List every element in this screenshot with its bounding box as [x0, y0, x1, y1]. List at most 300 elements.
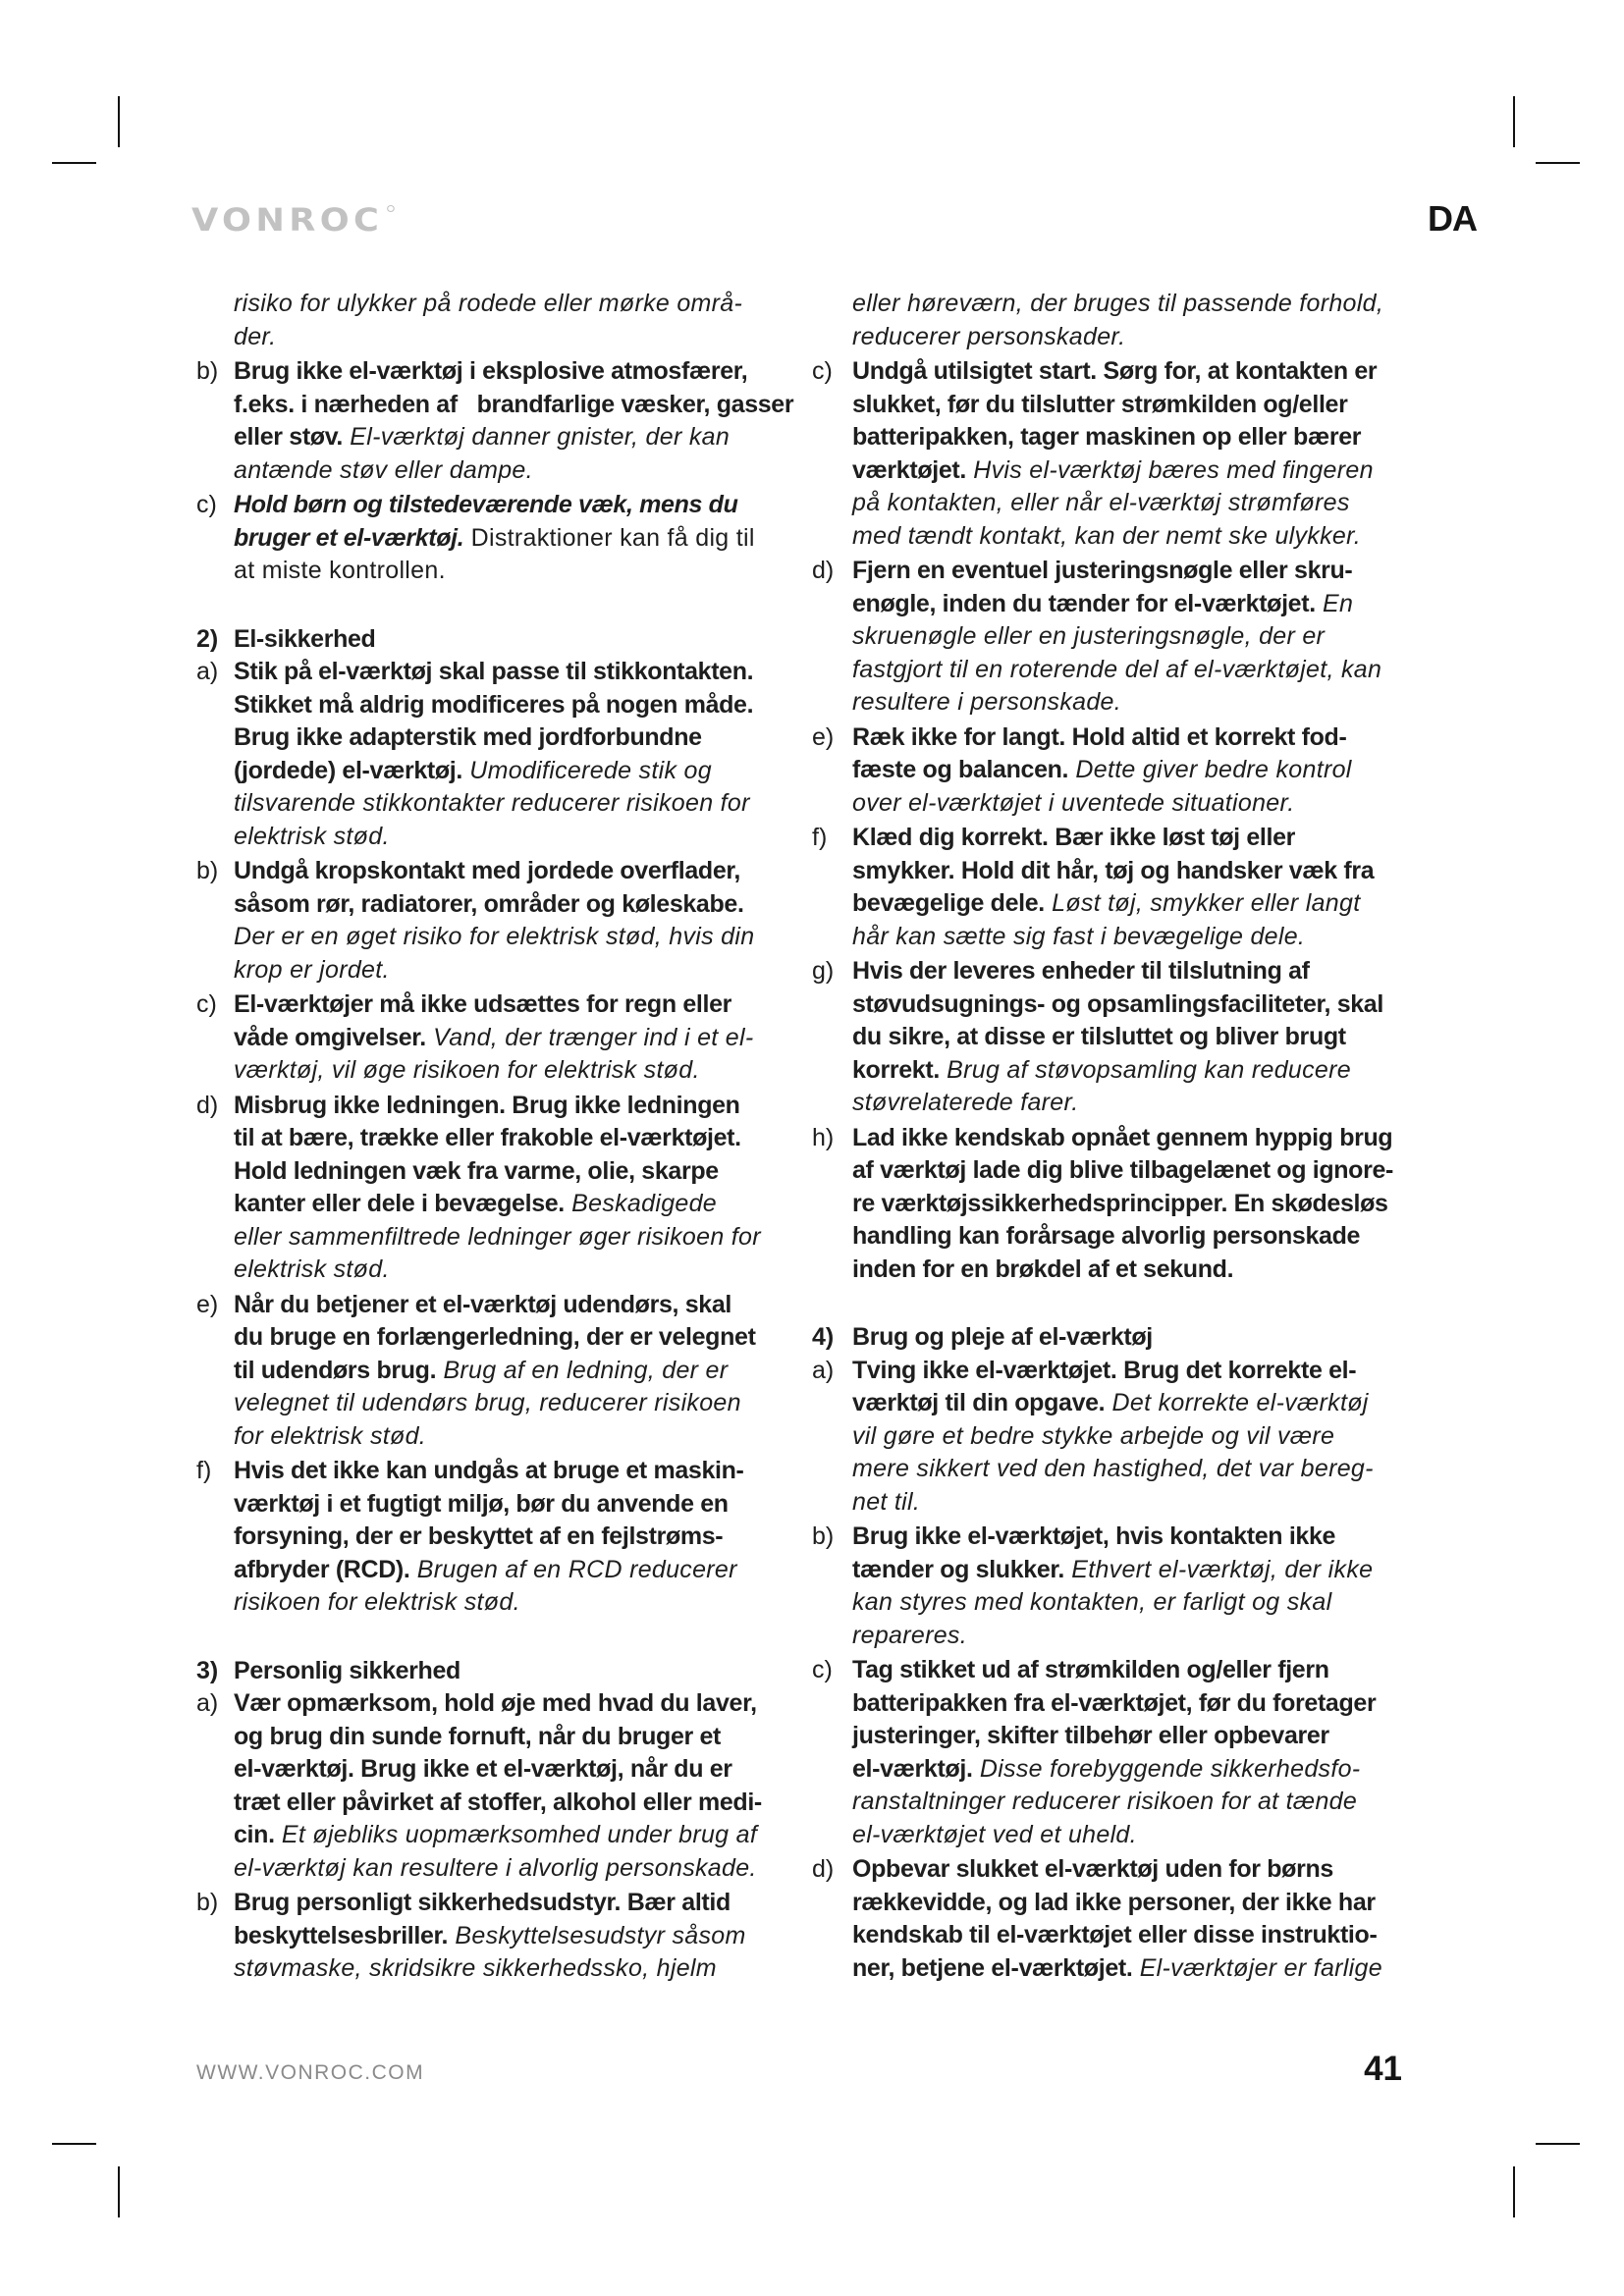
bold-text: El-værktøjer må ikke udsættes for regn eller — [234, 990, 732, 1018]
bold-text: værktøjet. — [852, 455, 966, 484]
bold-text: til at bære, trække eller frakoble el-værktøjet. — [234, 1124, 741, 1151]
bold-text: bevægelige dele. — [852, 889, 1045, 917]
text-line — [234, 1355, 795, 1388]
instruction-item — [196, 656, 795, 853]
item-text — [852, 1654, 1411, 1851]
bold-text: Undgå kropskontakt med jordede overflader, — [234, 857, 740, 884]
text-line — [852, 1853, 1411, 1887]
text-line — [852, 1687, 1411, 1721]
bold-text: Fjern en eventuel justeringsnøgle eller skru- — [852, 557, 1353, 584]
text-line — [852, 787, 1411, 821]
bold-text: Hold ledningen væk fra varme, olie, skarpe — [234, 1156, 719, 1185]
text-line — [234, 1155, 795, 1189]
bold-text: cin. — [234, 1821, 275, 1848]
text-line — [234, 1819, 795, 1852]
text-line — [852, 1154, 1411, 1188]
text-line — [852, 1620, 1411, 1653]
item-text — [852, 555, 1411, 720]
item-letter: b) — [196, 857, 219, 884]
italic-text: Umodificerede stik og — [461, 756, 712, 784]
bold-text: (jordede) el-værktøj. — [234, 756, 462, 784]
item-text — [852, 955, 1411, 1120]
bold-text: justeringer, skifter tilbehør eller opbevarer — [852, 1722, 1329, 1749]
italic-text: el-værktøj kan resultere i alvorlig personskade. — [234, 1853, 757, 1882]
item-text — [234, 855, 795, 987]
text-line — [852, 421, 1411, 454]
item-text — [852, 822, 1411, 953]
italic-text: risikoen for elektrisk stød. — [234, 1588, 520, 1616]
italic-text: elektrisk stød. — [234, 822, 390, 850]
vonroc-logo — [191, 201, 384, 239]
text-line — [234, 1387, 795, 1420]
text-line — [234, 988, 795, 1022]
italic-text: ranstaltninger reducerer risikoen for at tænde — [852, 1788, 1358, 1815]
text-line — [234, 454, 795, 488]
instruction-item — [196, 1455, 795, 1620]
left-column — [196, 288, 795, 1986]
text-line — [234, 1753, 795, 1787]
italic-text: hår kan sætte sig fast i bevægelige dele. — [852, 922, 1306, 950]
bold-italic-text: bruger et el-værktøj. — [234, 523, 464, 552]
text-line — [234, 1289, 795, 1322]
bold-text: tænder og slukker. — [852, 1555, 1064, 1583]
text-line — [234, 355, 795, 389]
text-line — [852, 1188, 1411, 1221]
italic-text: El-værktøj danner gnister, der kan — [343, 423, 731, 451]
text-line — [234, 1586, 795, 1620]
text-line — [234, 1221, 795, 1255]
italic-text: Brug af en ledning, der er — [436, 1356, 729, 1384]
text-line — [234, 1090, 795, 1123]
item-letter: f) — [812, 824, 828, 851]
italic-text: Det korrekte el-værktøj — [1105, 1389, 1369, 1416]
text-line — [234, 855, 795, 888]
text-line — [852, 1387, 1411, 1420]
item-letter: c) — [812, 357, 833, 385]
instruction-item — [812, 1355, 1411, 1520]
bold-text: slukket, før du tilslutter strømkilden og/eller — [852, 390, 1348, 418]
text-line — [234, 1787, 795, 1820]
bold-text: Undgå utilsigtet start. Sørg for, at kontakten er — [852, 357, 1378, 385]
section-heading — [196, 623, 795, 657]
text-line — [234, 1721, 795, 1754]
item-letter: e) — [812, 722, 835, 751]
instruction-item — [196, 355, 795, 487]
italic-text: Der er en øget risiko for elektrisk stød, hvis din — [234, 923, 755, 950]
bold-text: Stik på el-værktøj skal passe til stikkontakten. — [234, 658, 754, 685]
text-line — [852, 588, 1411, 621]
instruction-item — [812, 1521, 1411, 1652]
item-text — [234, 288, 795, 353]
text-line — [852, 1054, 1411, 1088]
text-line — [852, 1654, 1411, 1687]
text-line — [234, 787, 795, 821]
section-title — [234, 623, 795, 657]
item-letter: e) — [196, 1290, 219, 1318]
item-letter: c) — [812, 1656, 833, 1683]
text-line — [234, 1254, 795, 1287]
text-line — [234, 921, 795, 954]
text-line — [234, 288, 795, 321]
item-text — [234, 1887, 795, 1986]
item-letter: c) — [196, 491, 217, 518]
instruction-item — [196, 988, 795, 1088]
italic-text: En — [1315, 589, 1354, 617]
instruction-item — [812, 955, 1411, 1120]
instruction-item — [196, 855, 795, 987]
text-line — [852, 955, 1411, 988]
item-letter: d) — [196, 1091, 219, 1119]
text-line — [852, 1753, 1411, 1787]
page-number: 41 — [1364, 2050, 1402, 2088]
bold-text: Personlig sikkerhed — [234, 1656, 460, 1684]
text-line — [852, 887, 1411, 921]
regular-text: Distraktioner kan få dig til — [463, 523, 755, 552]
text-line — [234, 1655, 795, 1688]
text-line — [852, 454, 1411, 488]
bold-text: våde omgivelser. — [234, 1023, 426, 1051]
bold-text: Hvis der leveres enheder til tilslutning af — [852, 957, 1310, 985]
bold-text: træt eller påvirket af stoffer, alkohol eller medi- — [234, 1788, 762, 1816]
text-line — [234, 1521, 795, 1554]
bold-text: smykker. Hold dit hår, tøj og handsker væk fra — [852, 856, 1375, 884]
text-line — [234, 1455, 795, 1488]
text-line — [234, 1321, 795, 1355]
bold-text: Hvis det ikke kan undgås at bruge et maskin- — [234, 1457, 744, 1484]
bold-text: Brug og pleje af el-værktøj — [852, 1323, 1153, 1351]
italic-text: Brugen af en RCD reducerer — [409, 1555, 737, 1583]
bold-text: Brug personligt sikkerhedsudstyr. Bær altid — [234, 1889, 731, 1916]
text-line — [852, 1586, 1411, 1620]
bold-text: ner, betjene el-værktøjet. — [852, 1953, 1133, 1982]
bold-text: handling kan forårsage alvorlig personskade — [852, 1222, 1361, 1250]
bold-text: værktøj til din opgave. — [852, 1389, 1106, 1416]
bold-text: Tag stikket ud af strømkilden og/eller fjern — [852, 1656, 1329, 1683]
section-title — [234, 1655, 795, 1688]
italic-text: støvmaske, skridsikre sikkerhedssko, hjelm — [234, 1954, 717, 1982]
text-line — [852, 1819, 1411, 1852]
text-line — [234, 389, 795, 422]
bold-text: rækkevidde, og lad ikke personer, der ikke har — [852, 1888, 1376, 1916]
section-title — [852, 1321, 1411, 1355]
italic-text: antænde støv eller dampe. — [234, 455, 533, 484]
item-letter: a) — [196, 1689, 219, 1717]
italic-text: over el-værktøjet i uventede situationer. — [852, 788, 1295, 817]
regular-text: at miste kontrollen. — [234, 557, 446, 584]
bold-text: enøgle, inden du tænder for el-værktøjet. — [852, 589, 1316, 617]
instruction-item — [196, 1289, 795, 1454]
item-letter: h) — [812, 1123, 835, 1151]
instruction-item — [196, 1887, 795, 1986]
italic-text: tilsvarende stikkontakter reducerer risikoen for — [234, 789, 750, 817]
italic-text: Dette giver bedre kontrol — [1068, 756, 1352, 783]
italic-text: reducerer personskader. — [852, 322, 1126, 350]
text-line — [852, 520, 1411, 554]
bold-text: Stikket må aldrig modificeres på nogen måde. — [234, 690, 754, 719]
italic-text: Beskadigede — [564, 1190, 718, 1217]
bold-text: Opbevar slukket el-værktøj uden for børns — [852, 1855, 1333, 1883]
item-text — [234, 988, 795, 1088]
text-line — [852, 620, 1411, 654]
logo-wordmark: VONROC — [191, 201, 384, 239]
text-line — [852, 686, 1411, 720]
text-line — [852, 1720, 1411, 1753]
text-line — [852, 1220, 1411, 1254]
text-line — [234, 1022, 795, 1055]
crop-mark-top-left-horizontal — [52, 162, 96, 164]
bold-text: støvudsugnings- og opsamlingsfaciliteter, skal — [852, 989, 1383, 1018]
text-line — [852, 855, 1411, 888]
bold-text: af værktøj lade dig blive tilbagelænet og ignore- — [852, 1156, 1393, 1184]
italic-text: risiko for ulykker på rodede eller mørke områ- — [234, 290, 743, 317]
item-letter: a) — [196, 658, 219, 685]
instruction-item — [812, 721, 1411, 821]
italic-text: resultere i personskade. — [852, 688, 1122, 716]
text-line — [852, 1887, 1411, 1920]
text-line — [852, 1021, 1411, 1054]
continued-text — [196, 288, 795, 353]
text-line — [852, 754, 1411, 787]
text-line — [852, 1919, 1411, 1952]
text-line — [852, 1321, 1411, 1355]
italic-text: mere sikkert ved den hastighed, det var bereg- — [852, 1455, 1374, 1482]
text-line — [234, 721, 795, 755]
item-letter: b) — [196, 1889, 219, 1916]
bold-text: El-sikkerhed — [234, 624, 376, 653]
instruction-item — [812, 1122, 1411, 1287]
bold-text: f.eks. i nærheden af brandfarlige væsker, gasser — [234, 390, 794, 418]
instruction-item — [196, 1090, 795, 1287]
section-number: 4) — [812, 1323, 835, 1351]
bold-italic-text: Hold børn og tilstedeværende væk, mens du — [234, 491, 738, 518]
italic-text: Vand, der trænger ind i et el- — [425, 1023, 754, 1051]
continued-text — [812, 288, 1411, 353]
text-line — [852, 321, 1411, 354]
bold-text: Brug ikke el-værktøjet, hvis kontakten ikke — [852, 1522, 1336, 1550]
italic-text: Disse forebyggende sikkerhedsfo- — [972, 1754, 1361, 1783]
bold-text: og brug din sunde fornuft, når du bruger et — [234, 1722, 722, 1750]
text-line — [234, 1952, 795, 1986]
bold-text: du bruge en forlængerledning, der er velegnet — [234, 1323, 756, 1351]
website-url: WWW.VONROC.COM — [196, 2061, 425, 2084]
italic-text: eller sammenfiltrede ledninger øger risikoen for — [234, 1222, 761, 1251]
text-line — [234, 1887, 795, 1920]
item-text — [852, 355, 1411, 553]
text-line — [852, 1453, 1411, 1486]
section-heading — [196, 1655, 795, 1688]
text-line — [852, 1486, 1411, 1520]
text-line — [852, 1554, 1411, 1587]
italic-text: krop er jordet. — [234, 955, 390, 984]
text-line — [852, 1087, 1411, 1120]
item-text — [852, 1521, 1411, 1652]
bold-text: eller støv. — [234, 423, 344, 451]
italic-text: el-værktøjet ved et uheld. — [852, 1820, 1137, 1848]
text-line — [852, 988, 1411, 1022]
bold-text: el-værktøj. Brug ikke et el-værktøj, når du er — [234, 1755, 732, 1783]
italic-text: net til. — [852, 1487, 921, 1516]
text-line — [234, 1920, 795, 1953]
bold-text: Lad ikke kendskab opnået gennem hyppig brug — [852, 1123, 1393, 1151]
item-text — [852, 288, 1411, 353]
item-text — [852, 1853, 1411, 1985]
text-line — [234, 656, 795, 689]
text-line — [234, 1420, 795, 1454]
italic-text: Ethvert el-værktøj, der ikke — [1064, 1555, 1374, 1583]
text-line — [234, 421, 795, 454]
crop-mark-bottom-right-horizontal — [1536, 2143, 1580, 2145]
text-line — [852, 555, 1411, 588]
text-line — [234, 821, 795, 854]
bold-text: kendskab til el-værktøjet eller disse instruktio- — [852, 1921, 1378, 1949]
italic-text: eller høreværn, der bruges til passende forhold, — [852, 290, 1384, 317]
instruction-item — [812, 822, 1411, 953]
italic-text: Et øjebliks uopmærksomhed under brug af — [274, 1821, 758, 1848]
bold-text: du sikre, at disse er tilsluttet og bliver brugt — [852, 1023, 1346, 1050]
text-line — [234, 1188, 795, 1221]
text-line — [852, 822, 1411, 855]
item-text — [234, 1687, 795, 1885]
text-line — [852, 487, 1411, 520]
italic-text: for elektrisk stød. — [234, 1421, 427, 1450]
bold-text: Brug ikke el-værktøj i eksplosive atmosfærer, — [234, 357, 748, 385]
bold-text: Ræk ikke for langt. Hold altid et korrekt fod- — [852, 722, 1347, 751]
text-line — [852, 1122, 1411, 1155]
bold-text: el-værktøj. — [852, 1754, 973, 1783]
text-line — [234, 555, 795, 588]
item-letter: b) — [196, 357, 219, 385]
item-letter: a) — [812, 1356, 835, 1384]
bold-text: batteripakken, tager maskinen op eller bærer — [852, 423, 1362, 451]
bold-text: inden for en brøkdel af et sekund. — [852, 1255, 1234, 1283]
bold-text: Vær opmærksom, hold øje med hvad du laver, — [234, 1689, 757, 1717]
text-line — [852, 288, 1411, 321]
bold-text: afbryder (RCD). — [234, 1555, 410, 1583]
text-line — [234, 1687, 795, 1721]
section-heading — [812, 1321, 1411, 1355]
item-text — [234, 1090, 795, 1287]
italic-text: El-værktøjer er farlige — [1132, 1953, 1382, 1982]
crop-mark-top-right-vertical — [1513, 96, 1515, 147]
item-text — [234, 355, 795, 487]
italic-text: værktøj, vil øge risikoen for elektrisk stød. — [234, 1056, 700, 1084]
italic-text: repareres. — [852, 1621, 967, 1649]
bold-text: forsyning, der er beskyttet af en fejlstrøms- — [234, 1522, 724, 1550]
text-line — [234, 321, 795, 354]
text-line — [852, 921, 1411, 954]
right-column — [812, 288, 1411, 1985]
bold-text: korrekt. — [852, 1055, 940, 1084]
italic-text: elektrisk stød. — [234, 1255, 390, 1283]
text-line — [852, 1952, 1411, 1986]
crop-mark-top-right-horizontal — [1536, 162, 1580, 164]
bold-text: såsom rør, radiatorer, områder og køleskabe. — [234, 889, 744, 918]
text-line — [234, 1488, 795, 1522]
bold-text: Misbrug ikke ledningen. Brug ikke ledningen — [234, 1091, 740, 1119]
italic-text: skruenøgle eller en justeringsnøgle, der er — [852, 622, 1326, 650]
text-line — [234, 522, 795, 556]
italic-text: kan styres med kontakten, er farligt og skal — [852, 1588, 1332, 1616]
italic-text: Beskyttelsesudstyr såsom — [448, 1921, 746, 1949]
instruction-item — [196, 1687, 795, 1885]
text-line — [234, 755, 795, 788]
italic-text: med tændt kontakt, kan der nemt ske ulykker. — [852, 521, 1362, 550]
italic-text: Hvis el-værktøj bæres med fingeren — [965, 455, 1374, 484]
instruction-item — [812, 355, 1411, 553]
instruction-item — [812, 555, 1411, 720]
item-letter: b) — [812, 1522, 835, 1550]
italic-text: der. — [234, 322, 277, 350]
section-number: 3) — [196, 1656, 219, 1684]
italic-text: vil gøre et bedre stykke arbejde og vil være — [852, 1421, 1335, 1450]
item-letter: f) — [196, 1457, 212, 1484]
item-text — [852, 721, 1411, 821]
bold-text: kanter eller dele i bevægelse. — [234, 1190, 565, 1217]
bold-text: Tving ikke el-værktøjet. Brug det korrekte el- — [852, 1356, 1357, 1384]
text-line — [234, 623, 795, 657]
italic-text: velegnet til udendørs brug, reducerer risikoen — [234, 1389, 741, 1416]
text-line — [234, 954, 795, 988]
text-line — [852, 1254, 1411, 1287]
crop-mark-bottom-right-vertical — [1513, 2166, 1515, 2217]
item-text — [852, 1355, 1411, 1520]
item-text — [234, 1289, 795, 1454]
crop-mark-top-left-vertical — [118, 96, 120, 147]
crop-mark-bottom-left-vertical — [118, 2166, 120, 2217]
text-line — [234, 489, 795, 522]
italic-text: fastgjort til en roterende del af el-værktøjet, kan — [852, 655, 1382, 683]
bold-text: til udendørs brug. — [234, 1356, 437, 1384]
text-line — [852, 721, 1411, 755]
italic-text: støvrelaterede farer. — [852, 1089, 1079, 1116]
instruction-item — [812, 1853, 1411, 1985]
bold-text: re værktøjssikkerhedsprincipper. En skødesløs — [852, 1189, 1388, 1217]
italic-text: Brug af støvopsamling kan reducere — [939, 1055, 1351, 1084]
text-line — [234, 1852, 795, 1886]
language-code: DA — [1428, 198, 1477, 239]
bold-text: værktøj i et fugtigt miljø, bør du anvende en — [234, 1489, 729, 1518]
item-letter: d) — [812, 557, 835, 584]
trademark-mark — [387, 205, 395, 212]
item-text — [852, 1122, 1411, 1287]
text-line — [234, 1554, 795, 1587]
bold-text: Klæd dig korrekt. Bær ikke løst tøj eller — [852, 824, 1296, 851]
text-line — [234, 888, 795, 922]
bold-text: Brug ikke adapterstik med jordforbundne — [234, 723, 702, 751]
italic-text: på kontakten, eller når el-værktøj strømføres — [852, 489, 1350, 516]
text-line — [234, 1054, 795, 1088]
text-line — [234, 1122, 795, 1155]
instruction-item — [812, 1654, 1411, 1851]
text-line — [852, 1355, 1411, 1388]
bold-text: fæste og balancen. — [852, 756, 1069, 783]
item-text — [234, 1455, 795, 1620]
crop-mark-bottom-left-horizontal — [52, 2143, 96, 2145]
text-line — [852, 389, 1411, 422]
section-number: 2) — [196, 624, 219, 653]
text-line — [852, 355, 1411, 389]
item-letter: d) — [812, 1855, 835, 1883]
bold-text: Når du betjener et el-værktøj udendørs, skal — [234, 1290, 731, 1318]
item-letter: g) — [812, 957, 835, 985]
text-line — [852, 1420, 1411, 1454]
item-text — [234, 656, 795, 853]
text-line — [852, 654, 1411, 687]
italic-text: Løst tøj, smykker eller langt — [1044, 889, 1361, 917]
text-line — [234, 689, 795, 722]
bold-text: batteripakken fra el-værktøjet, før du foretager — [852, 1688, 1377, 1717]
bold-text: beskyttelsesbriller. — [234, 1921, 449, 1949]
